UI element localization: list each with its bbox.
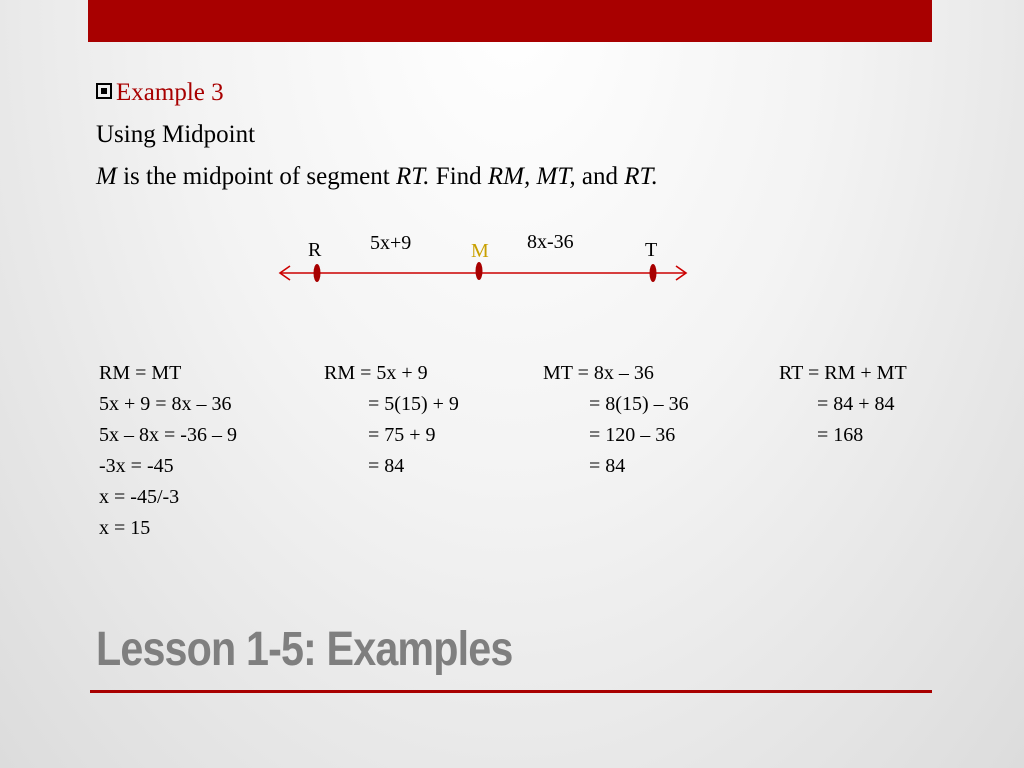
- work-line: x = -45/-3: [99, 486, 180, 508]
- example-label: Example 3: [116, 79, 224, 106]
- problem-rt: RT.: [395, 163, 430, 190]
- work-line: 5x + 9 = 8x – 36: [99, 393, 232, 415]
- title-underline: [90, 690, 932, 693]
- work-column-3: [543, 358, 689, 482]
- problem-rm-mt: RM, MT,: [487, 163, 576, 190]
- left-segment-label: 5x+9: [370, 232, 412, 254]
- slide-title: Lesson 1-5: Examples: [96, 623, 513, 676]
- work-line: MT = 8x – 36: [543, 362, 654, 384]
- work-line: = 75 + 9: [368, 424, 436, 446]
- work-line: x = 15: [99, 517, 151, 539]
- work-column-2: [324, 358, 459, 482]
- point-m-label: M: [471, 240, 489, 262]
- subtitle: Using Midpoint: [96, 121, 256, 148]
- point-m-dot: [476, 262, 483, 280]
- work-line: = 84: [589, 455, 626, 477]
- problem-text-2: Find: [429, 163, 488, 190]
- point-r-dot: [314, 264, 321, 282]
- work-line: = 5(15) + 9: [368, 393, 459, 415]
- work-line: -3x = -45: [99, 455, 174, 477]
- work-column-4: [779, 358, 907, 451]
- problem-text-1: is the midpoint of segment: [116, 163, 396, 190]
- work-line: = 8(15) – 36: [589, 393, 689, 415]
- problem-rt-2: RT.: [624, 163, 658, 190]
- point-t-label: T: [645, 239, 658, 261]
- work-line: = 120 – 36: [589, 424, 676, 446]
- work-line: = 84: [368, 455, 405, 477]
- work-line: RM = MT: [99, 362, 182, 384]
- problem-text-3: and: [575, 163, 625, 190]
- work-line: RT = RM + MT: [779, 362, 907, 384]
- work-line: = 84 + 84: [817, 393, 895, 415]
- work-line: = 168: [817, 424, 864, 446]
- right-segment-label: 8x-36: [527, 231, 574, 253]
- work-column-1: [99, 358, 237, 544]
- work-line: 5x – 8x = -36 – 9: [99, 424, 237, 446]
- work-line: RM = 5x + 9: [324, 362, 428, 384]
- problem-m: M: [96, 163, 117, 190]
- point-t-dot: [650, 264, 657, 282]
- point-r-label: R: [308, 239, 322, 261]
